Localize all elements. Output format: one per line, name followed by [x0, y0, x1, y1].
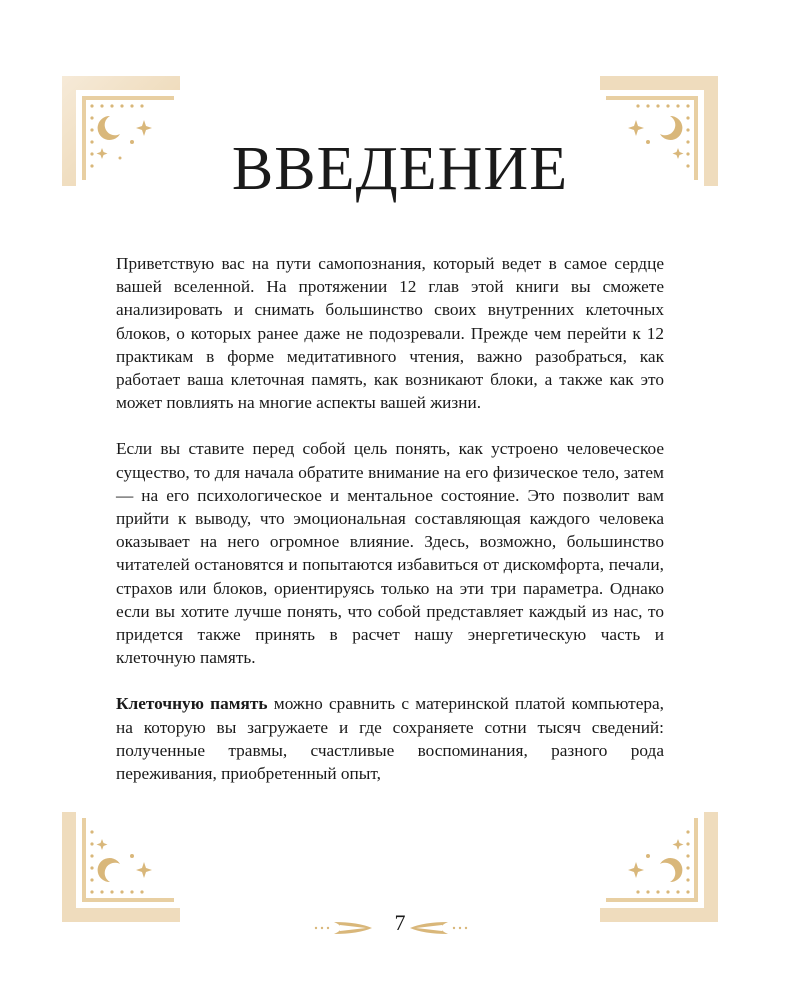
paragraph-text: можно сравнить с материнской платой компьютера, на которую вы загружаете и где сохраняете сотни тысяч сведений: полученные травмы, счастливые воспоминания, разного рода переживания, приобретенный опыт, — [116, 694, 664, 784]
page-title: ВВЕДЕНИЕ — [231, 135, 569, 203]
paragraph-text: Приветствую вас на пути самопознания, который ведет в самое сердце вашей вселенной. На протяжении 12 глав этой книги вы сможете анализировать и снимать большинство своих внутренних клеточных блоков, о которых ранее даже не подозревали. Прежде чем перейти к 12 практикам в форме медитативного чтения, важно разобраться, как работает ваша клеточная память, как возникают блоки, а также как это может повлиять на многие аспекты вашей жизни. — [116, 254, 664, 413]
paragraph-text: Если вы ставите перед собой цель понять, как устроено человеческое существо, то для начала обратите внимание на его физическое тело, затем — на его психологическое и ментальное состояние. Это позволит вам прийти к выводу, что эмоциональная составляющая каждого человека оказывает на него огромное влияние. Здесь, возможно, большинство читателей остановятся и попытаются избавиться от дискомфорта, печали, страхов или блоков, ориентируясь только на эти три параметра. Однако если вы хотите лучше понять, что собой представляет каждый из нас, то придется также принять в расчет нашу энергетическую часть и клеточную память. — [116, 439, 664, 668]
paragraph — [116, 252, 664, 414]
page-footer — [0, 906, 800, 946]
paragraph — [116, 437, 664, 669]
body-text — [116, 252, 664, 808]
bold-term: Клеточную память — [116, 694, 268, 714]
page-ornament-icon — [404, 918, 468, 938]
page-number: 7 — [394, 910, 406, 935]
paragraph — [116, 692, 664, 785]
